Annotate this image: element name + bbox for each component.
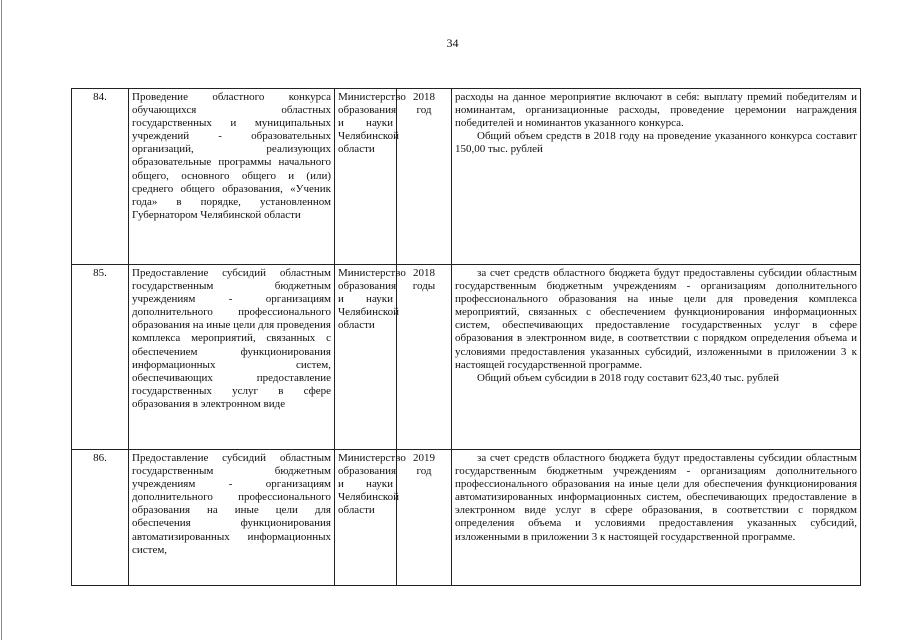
measure-description	[452, 89, 861, 265]
term	[397, 265, 452, 450]
description-paragraph: за счет средств областного бюджета будут предоставлены субсидии областным государственным бюджетным учреждениям - организациям дополнительного профессионального образования на иные цели для обеспечения функционирования автоматизированных информационных систем, обеспечивающих предоставление в электронном виде услуг в сфере образования, в соответствии с порядком определения объема и условиями предоставления указанных субсидий, изложенными в приложении 3 к настоящей государственной программе.	[455, 452, 857, 543]
term-year: 2018	[413, 91, 435, 103]
executor: Министерство образования и науки Челябинской области	[335, 450, 397, 586]
measure-description	[452, 265, 861, 450]
term	[397, 89, 452, 265]
description-paragraph: расходы на данное мероприятие включают в себя: выплату премий победителям и номинантам, организационные расходы, проведение церемонии награждения победителей и номинантов указанного конкурса.	[455, 91, 857, 130]
measure-name: Предоставление субсидий областным государственным бюджетным учреждениям - организациям дополнительного профессионального образования на иные цели для обеспечения функционирования автоматизированных информационных систем,	[129, 450, 335, 586]
description-paragraph: за счет средств областного бюджета будут предоставлены субсидии областным государственным бюджетным учреждениям - организациям дополнительного профессионального образования на иные цели для проведения комплекса мероприятий, связанных с обеспечением функционирования информационных систем, обеспечивающих предоставление государственных услуг в сфере образования в электронном виде, в соответствии с порядком определения объема и условиями предоставления указанных субсидий, изложенными в приложении 3 к настоящей государственной программе.	[455, 267, 857, 371]
row-number: 84.	[72, 89, 129, 265]
row-number: 86.	[72, 450, 129, 586]
term-unit: годы	[412, 280, 436, 293]
term-year: 2018	[413, 267, 435, 279]
page-number: 34	[446, 36, 459, 50]
page-edge-line	[1, 0, 2, 640]
measure-description	[452, 450, 861, 586]
measure-name: Проведение областного конкурса обучающихся областных государственных и муниципальных учреждений - образовательных организаций, реализующих образовательные программы начального общего, основного общего и (или) среднего общего образования, «Ученик года» в порядке, установленном Губернатором Челябинской области	[129, 89, 335, 265]
row-number: 85.	[72, 265, 129, 450]
term-unit: год	[416, 104, 432, 117]
term-year: 2019	[413, 452, 435, 464]
executor: Министерство образования и науки Челябинской области	[335, 89, 397, 265]
term	[397, 450, 452, 586]
description-paragraph: Общий объем средств в 2018 году на проведение указанного конкурса составит 150,00 тыс. рублей	[455, 130, 857, 156]
measures-table	[71, 88, 861, 586]
measure-name: Предоставление субсидий областным государственным бюджетным учреждениям - организациям дополнительного профессионального образования на иные цели для проведения комплекса мероприятий, связанных с обеспечением функционирования информационных систем, обеспечивающих предоставление государственных услуг в сфере образования в электронном виде	[129, 265, 335, 450]
table-row	[72, 450, 861, 586]
table-row	[72, 265, 861, 450]
executor: Министерство образования и науки Челябинской области	[335, 265, 397, 450]
table-row	[72, 89, 861, 265]
description-paragraph: Общий объем субсидии в 2018 году составит 623,40 тыс. рублей	[477, 371, 780, 384]
term-unit: год	[416, 465, 432, 478]
